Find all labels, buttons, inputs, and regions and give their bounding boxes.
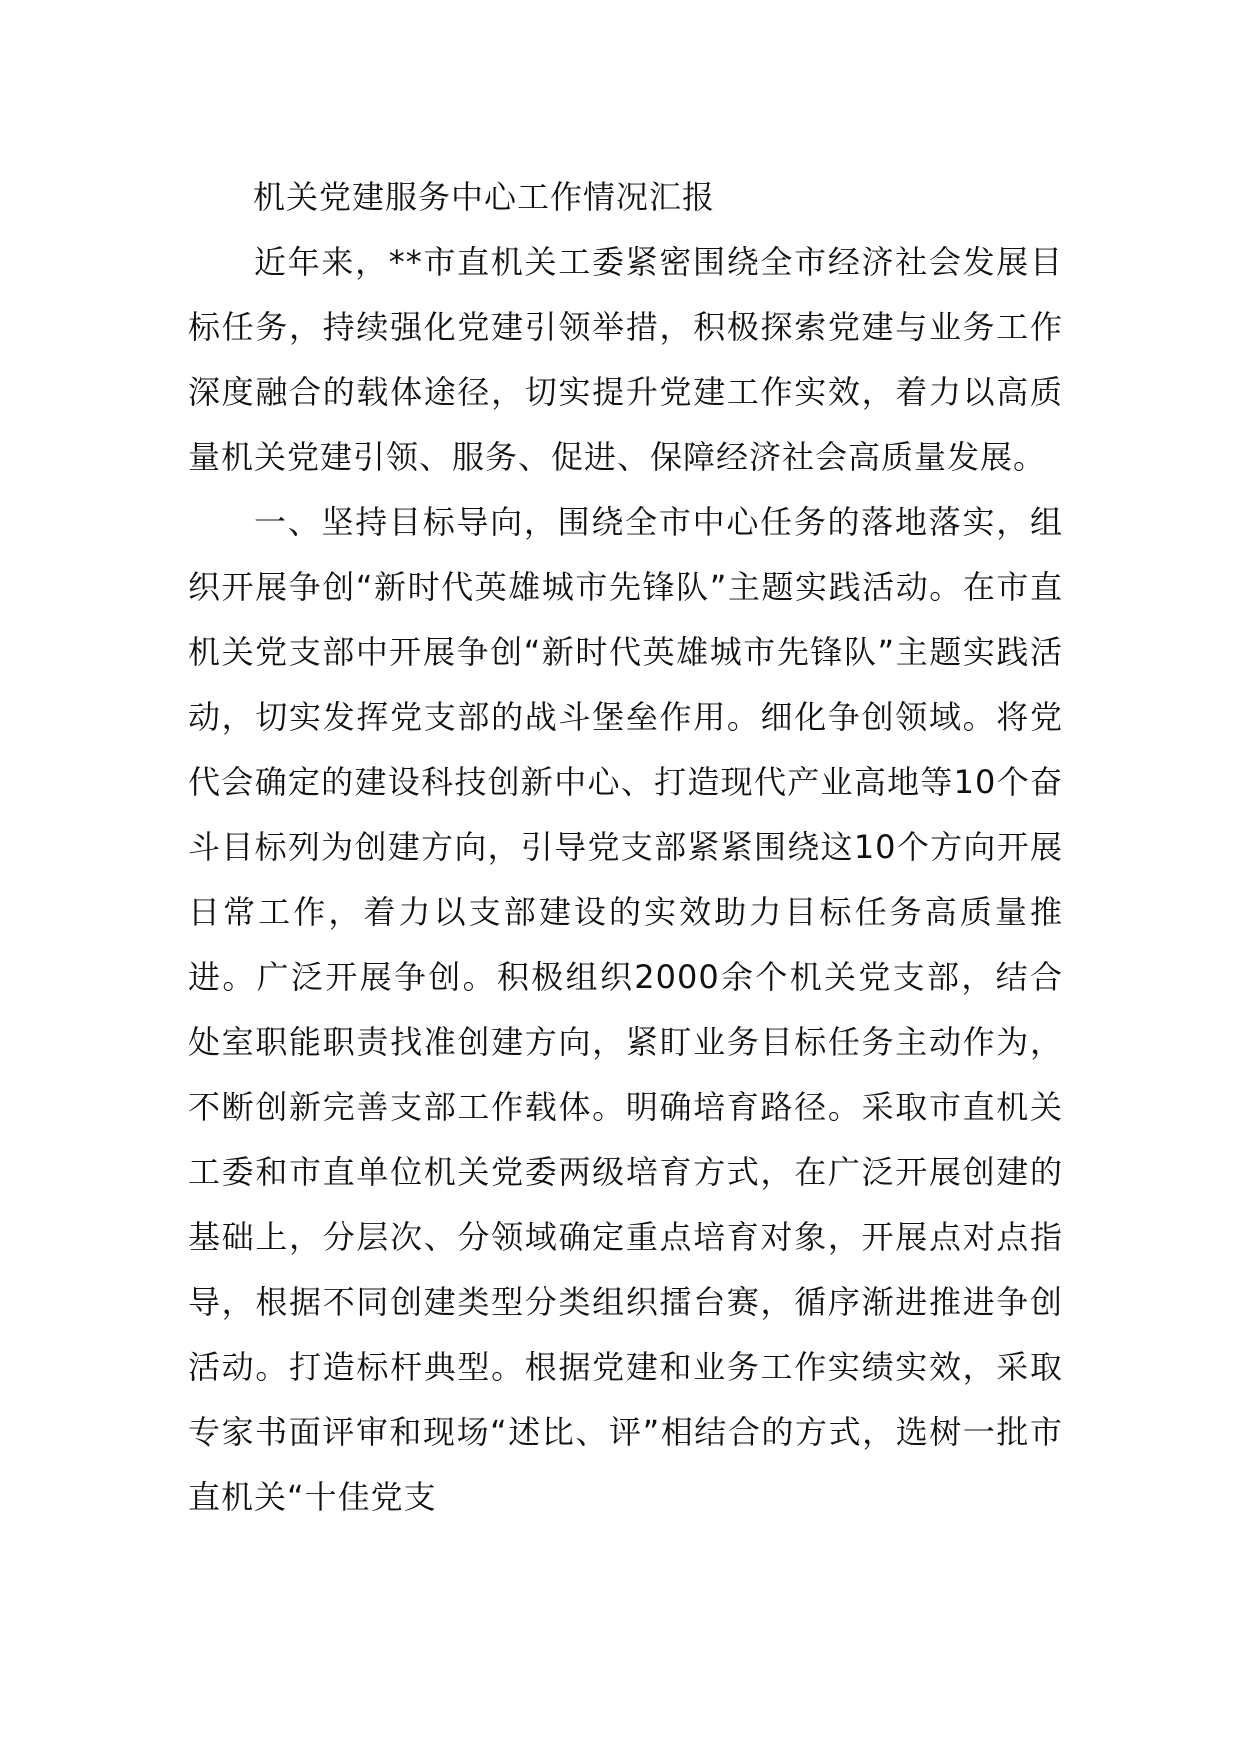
document-title: 机关党建服务中心工作情况汇报 [253, 178, 716, 216]
intro-paragraph: 近年来，**市直机关工委紧密围绕全市经济社会发展目标任务，持续强化党建引领举措，积极探索党建与业务工作深度融合的载体途径，切实提升党建工作实效，着力以高质量机关党建引领、服务、促进、保障经济社会高质量发展。 [188, 243, 1063, 476]
document-body [188, 165, 1063, 1530]
section-one-paragraph: 一、坚持目标导向，围绕全市中心任务的落地落实，组织开展争创“新时代英雄城市先锋队”主题实践活动。在市直机关党支部中开展争创“新时代英雄城市先锋队”主题实践活动，切实发挥党支部的战斗堡垒作用。细化争创领域。将党代会确定的建设科技创新中心、打造现代产业高地等10个奋斗目标列为创建方向，引导党支部紧紧围绕这10个方向开展日常工作，着力以支部建设的实效助力目标任务高质量推进。广泛开展争创。积极组织2000余个机关党支部，结合处室职能职责找准创建方向，紧盯业务目标任务主动作为，不断创新完善支部工作载体。明确培育路径。采取市直机关工委和市直单位机关党委两级培育方式，在广泛开展创建的基础上，分层次、分领域确定重点培育对象，开展点对点指导，根据不同创建类型分类组织擂台赛，循序渐进推进争创活动。打造标杆典型。根据党建和业务工作实绩实效，采取专家书面评审和现场“述比、评”相结合的方式，选树一批市直机关“十佳党支 [188, 503, 1063, 1516]
